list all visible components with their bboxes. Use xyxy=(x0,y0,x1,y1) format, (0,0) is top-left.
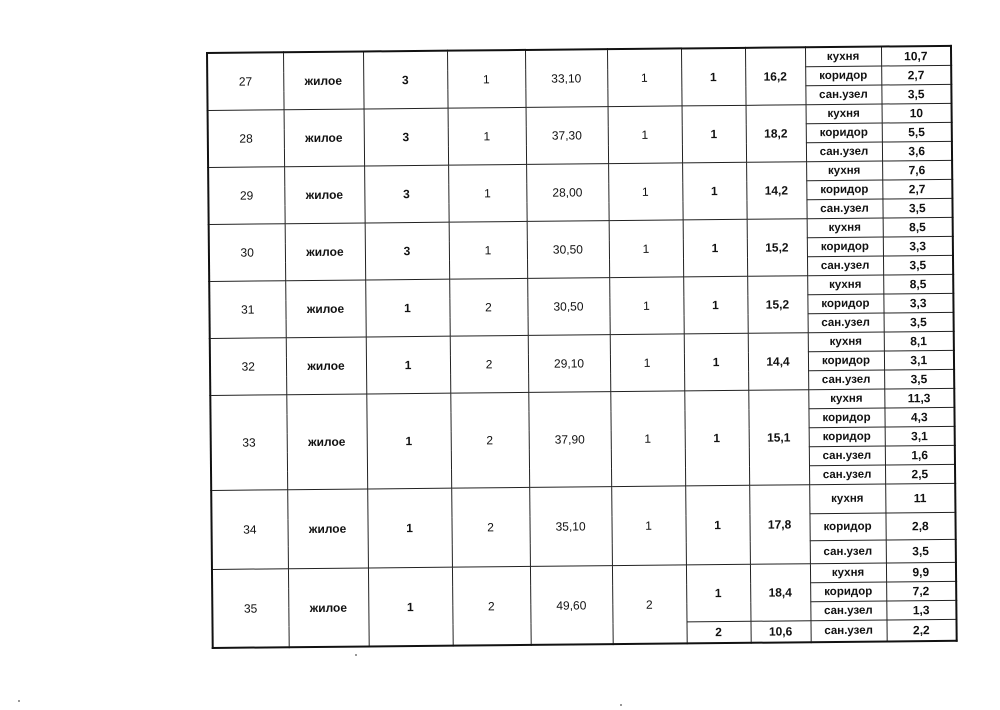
room-number-cell: 1 xyxy=(683,219,748,277)
apartment-number: 29 xyxy=(208,167,285,225)
room-name: коридор xyxy=(806,123,882,143)
room-name: сан.узел xyxy=(805,85,881,105)
room-name: коридор xyxy=(808,408,884,428)
total-area-cell: 30,50 xyxy=(527,278,610,336)
premises-type: жилое xyxy=(288,568,369,647)
room-name: кухня xyxy=(805,47,881,67)
living-area-cell: 10,6 xyxy=(750,621,810,643)
room-area: 3,5 xyxy=(884,312,954,332)
room-area: 3,5 xyxy=(884,369,954,389)
floor-cell: 1 xyxy=(366,393,451,489)
living-area-cell: 16,2 xyxy=(745,47,806,105)
room-name: сан.узел xyxy=(808,370,884,390)
room-area: 3,3 xyxy=(883,293,953,313)
section-cell: 1 xyxy=(448,107,527,165)
room-name: коридор xyxy=(809,427,885,447)
premises-type: жилое xyxy=(286,394,367,490)
premises-type: жилое xyxy=(284,109,365,167)
apartment-number: 27 xyxy=(207,52,284,110)
total-area-cell: 29,10 xyxy=(528,335,611,393)
floor-cell: 1 xyxy=(367,488,452,568)
room-number-cell: 1 xyxy=(685,485,750,565)
apartment-number: 28 xyxy=(208,110,285,168)
room-name: кухня xyxy=(807,275,883,295)
floor-cell: 1 xyxy=(368,567,453,646)
room-area: 2,2 xyxy=(886,619,956,641)
section-cell: 2 xyxy=(451,487,530,567)
room-area: 3,5 xyxy=(881,84,951,104)
rooms-count-cell: 1 xyxy=(610,391,685,487)
scan-speck xyxy=(18,700,20,702)
room-area: 5,5 xyxy=(882,122,952,142)
section-cell: 1 xyxy=(449,221,528,279)
apartment-number: 34 xyxy=(211,490,288,570)
room-area: 2,5 xyxy=(885,464,955,484)
room-area: 8,5 xyxy=(883,274,953,294)
total-area-cell: 37,90 xyxy=(528,392,611,488)
rooms-count-cell: 1 xyxy=(608,106,683,164)
floor-cell: 3 xyxy=(365,222,450,280)
floor-cell: 1 xyxy=(366,336,451,394)
section-cell: 1 xyxy=(447,50,526,108)
room-name: кухня xyxy=(810,563,886,583)
room-area: 2,8 xyxy=(885,512,955,540)
section-cell: 1 xyxy=(448,164,527,222)
room-area: 3,1 xyxy=(885,426,955,446)
room-number-cell: 1 xyxy=(682,162,747,220)
room-name: кухня xyxy=(806,104,882,124)
apartment-number: 35 xyxy=(212,569,289,648)
room-area: 1,6 xyxy=(885,445,955,465)
rooms-count-cell: 1 xyxy=(609,277,684,335)
total-area-cell: 30,50 xyxy=(527,221,610,279)
room-area: 4,3 xyxy=(884,407,954,427)
room-number-cell: 1 xyxy=(686,564,751,622)
premises-type: жилое xyxy=(283,51,364,109)
room-name: сан.узел xyxy=(807,256,883,276)
scan-speck xyxy=(620,704,622,706)
rooms-count-cell: 1 xyxy=(607,48,682,106)
room-area: 11,3 xyxy=(884,388,954,408)
living-area-cell: 15,2 xyxy=(747,276,808,334)
room-area: 2,7 xyxy=(882,179,952,199)
living-area-cell: 17,8 xyxy=(749,485,810,565)
room-name: коридор xyxy=(808,351,884,371)
room-name: сан.узел xyxy=(809,465,885,485)
room-area: 7,2 xyxy=(886,581,956,601)
document-sheet xyxy=(206,45,956,640)
floor-cell: 3 xyxy=(364,108,449,166)
room-area: 9,9 xyxy=(886,562,956,582)
room-area: 3,6 xyxy=(882,141,952,161)
room-area: 3,5 xyxy=(886,539,956,563)
total-area-cell: 35,10 xyxy=(529,487,612,567)
scan-speck xyxy=(355,654,357,656)
room-name: сан.узел xyxy=(806,142,882,162)
section-cell: 2 xyxy=(450,392,529,488)
room-name: сан.узел xyxy=(810,620,886,642)
total-area-cell: 28,00 xyxy=(526,164,609,222)
living-area-cell: 18,4 xyxy=(750,564,811,622)
room-number-cell: 1 xyxy=(681,48,746,106)
floor-cell: 3 xyxy=(364,165,449,223)
room-area: 3,5 xyxy=(883,255,953,275)
section-cell: 2 xyxy=(452,566,531,645)
premises-type: жилое xyxy=(285,280,366,338)
room-area: 2,7 xyxy=(881,65,951,85)
room-name: кухня xyxy=(807,218,883,238)
apartments-table xyxy=(206,45,958,649)
room-name: коридор xyxy=(805,66,881,86)
rooms-count-cell: 1 xyxy=(609,220,684,278)
room-name: кухня xyxy=(808,389,884,409)
apartment-number: 31 xyxy=(209,281,286,339)
room-name: кухня xyxy=(809,484,885,514)
living-area-cell: 15,1 xyxy=(748,390,809,486)
rooms-count-cell: 1 xyxy=(610,334,685,392)
premises-type: жилое xyxy=(285,223,366,281)
room-number-cell: 1 xyxy=(684,333,749,391)
room-name: сан.узел xyxy=(806,199,882,219)
apartment-number: 32 xyxy=(210,338,287,396)
room-area: 1,3 xyxy=(886,600,956,620)
living-area-cell: 18,2 xyxy=(746,105,807,163)
floor-cell: 1 xyxy=(365,279,450,337)
room-area: 3,1 xyxy=(884,350,954,370)
living-area-cell: 14,2 xyxy=(746,162,807,220)
room-area: 10,7 xyxy=(881,46,951,66)
room-number-cell: 2 xyxy=(686,621,750,643)
room-area: 3,3 xyxy=(883,236,953,256)
total-area-cell: 49,60 xyxy=(530,566,613,645)
total-area-cell: 37,30 xyxy=(526,107,609,165)
room-area: 8,1 xyxy=(884,331,954,351)
apartment-number: 33 xyxy=(210,395,287,491)
apartment-number: 30 xyxy=(209,224,286,282)
room-area: 8,5 xyxy=(883,217,953,237)
premises-type: жилое xyxy=(287,489,368,569)
room-number-cell: 1 xyxy=(684,390,749,486)
room-area: 3,5 xyxy=(882,198,952,218)
section-cell: 2 xyxy=(450,335,529,393)
room-area: 7,6 xyxy=(882,160,952,180)
room-name: сан.узел xyxy=(809,446,885,466)
room-name: кухня xyxy=(806,161,882,181)
room-area: 10 xyxy=(882,103,952,123)
rooms-count-cell: 1 xyxy=(608,163,683,221)
living-area-cell: 15,2 xyxy=(747,219,808,277)
floor-cell: 3 xyxy=(363,51,448,109)
room-number-cell: 1 xyxy=(683,276,748,334)
room-name: коридор xyxy=(807,237,883,257)
premises-type: жилое xyxy=(284,166,365,224)
room-name: кухня xyxy=(808,332,884,352)
room-name: сан.узел xyxy=(808,313,884,333)
section-cell: 2 xyxy=(449,278,528,336)
room-area: 11 xyxy=(885,483,955,513)
living-area-cell: 14,4 xyxy=(748,333,809,391)
room-name: коридор xyxy=(806,180,882,200)
room-name: коридор xyxy=(810,582,886,602)
total-area-cell: 33,10 xyxy=(525,49,608,107)
premises-type: жилое xyxy=(286,337,367,395)
room-name: сан.узел xyxy=(810,601,886,621)
room-number-cell: 1 xyxy=(682,105,747,163)
room-name: сан.узел xyxy=(810,540,886,564)
rooms-count-cell: 1 xyxy=(611,486,686,566)
room-name: коридор xyxy=(809,513,885,541)
room-name: коридор xyxy=(807,294,883,314)
rooms-count-cell: 2 xyxy=(612,565,687,644)
